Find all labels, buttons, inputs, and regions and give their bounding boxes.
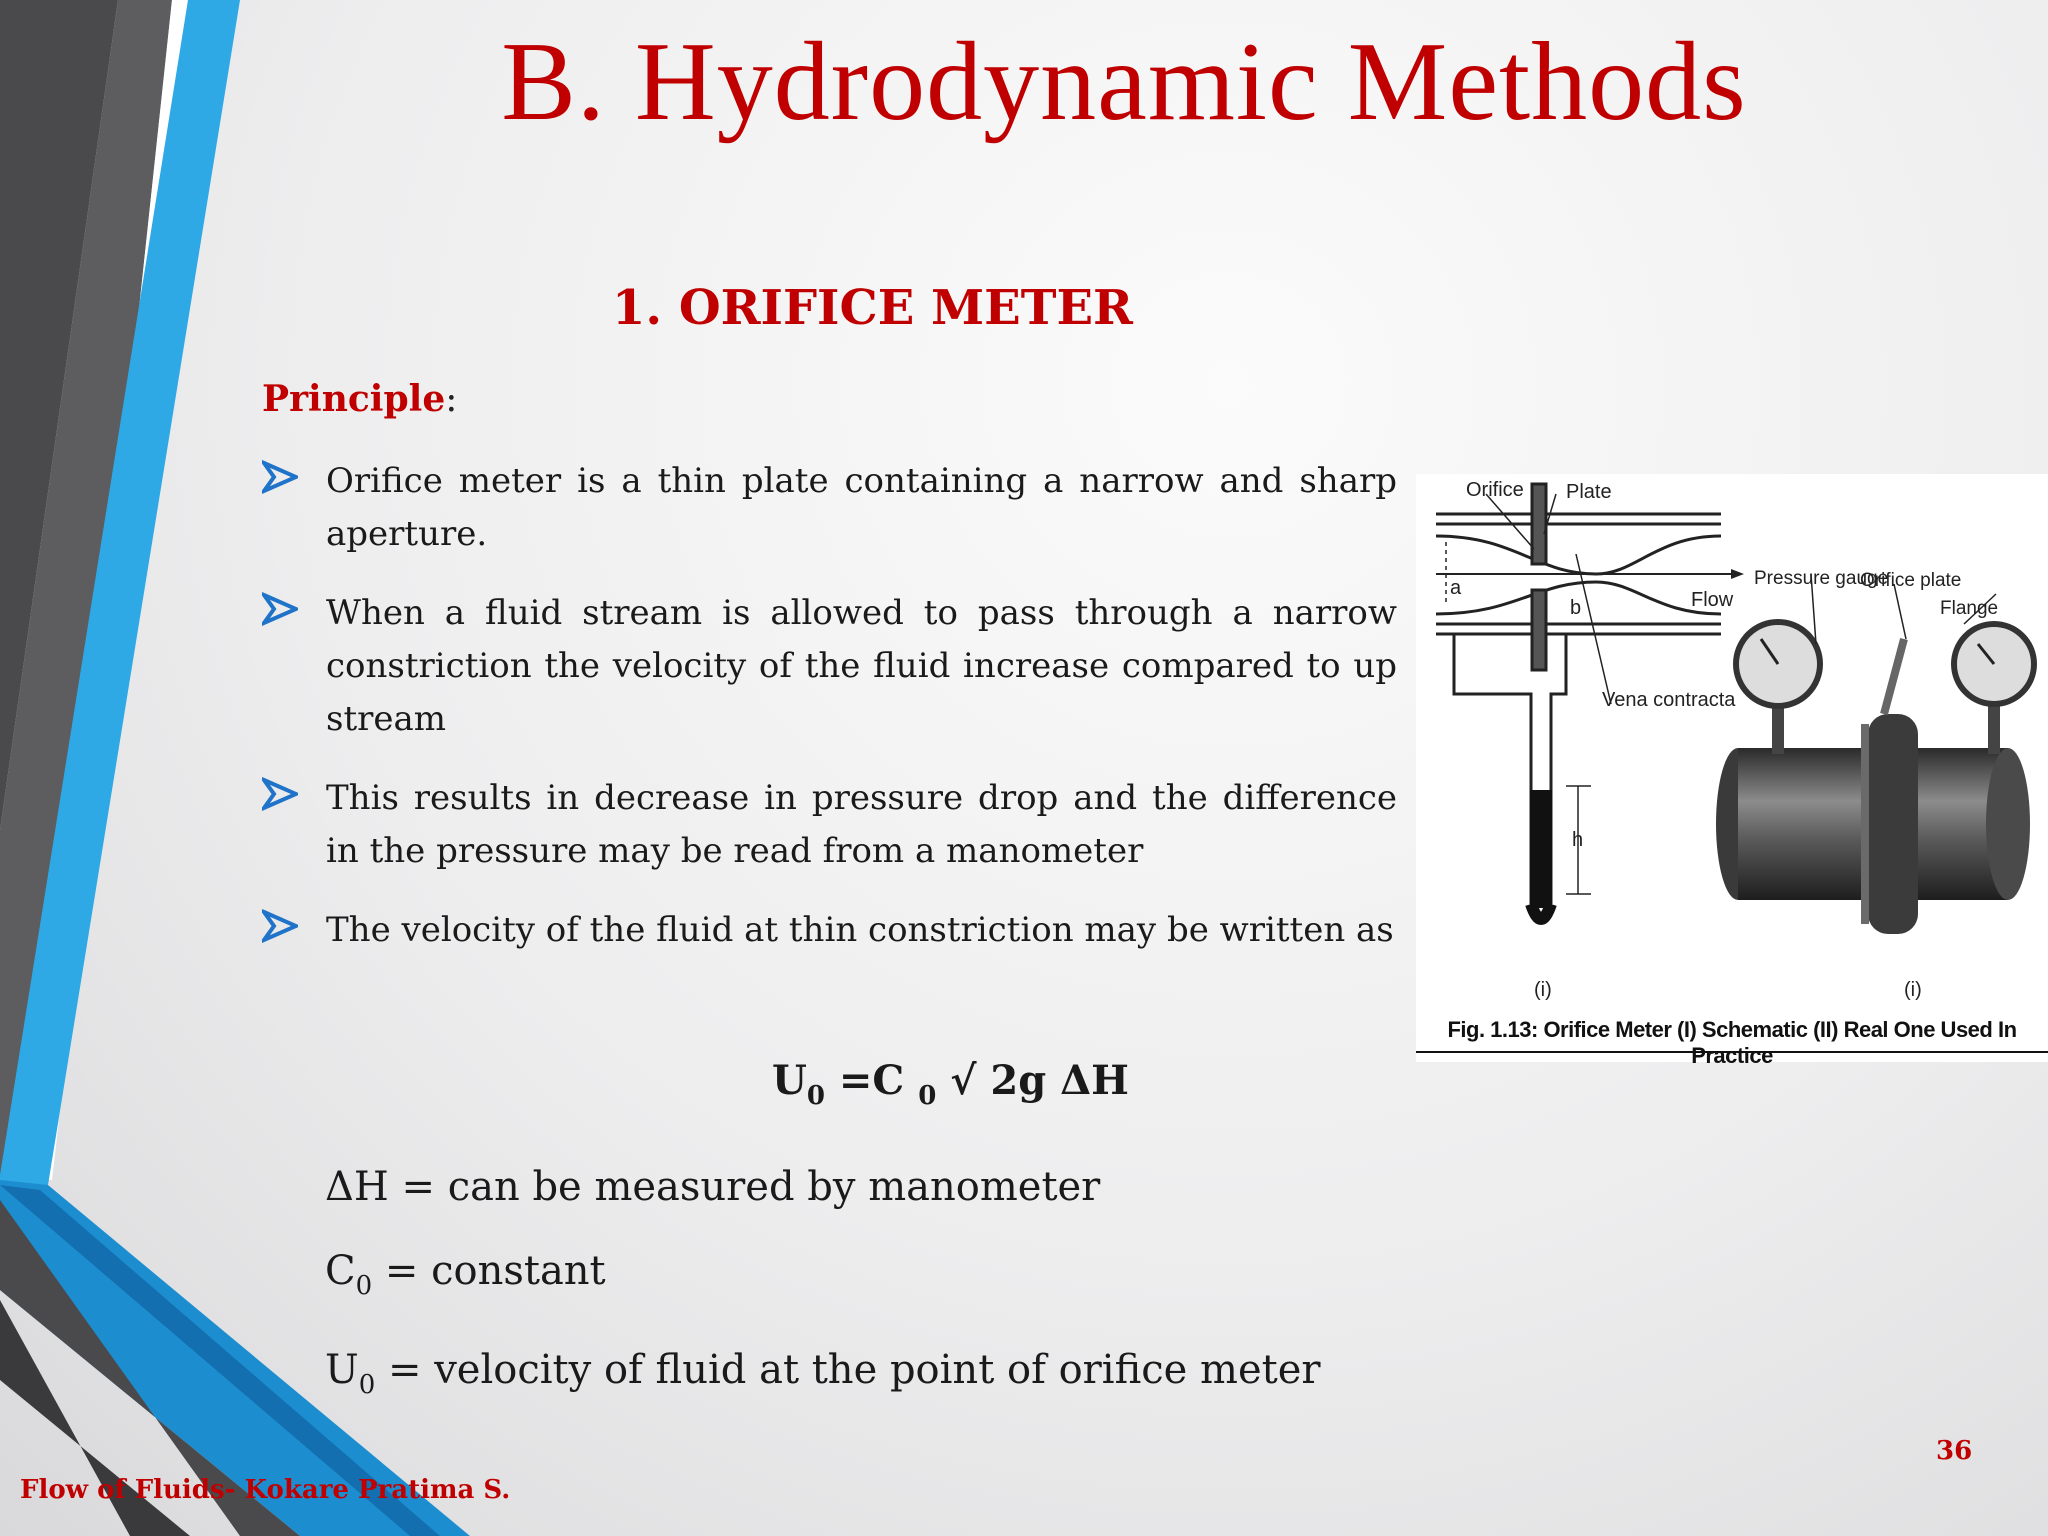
bullet-text: When a fluid stream is allowed to pass through a narrow constriction the velocity of the fluid increase compared to up stream bbox=[326, 593, 1397, 739]
orifice-meter-figure bbox=[1416, 474, 2048, 1068]
def-text: = velocity of fluid at the point of orifice meter bbox=[375, 1347, 1321, 1393]
label-plate: Plate bbox=[1566, 481, 1612, 503]
formula-c: =C bbox=[824, 1057, 919, 1104]
list-item bbox=[262, 772, 1397, 878]
list-item bbox=[262, 587, 1397, 746]
principle-label bbox=[262, 378, 457, 420]
formula-c-sub: 0 bbox=[918, 1081, 937, 1111]
list-item bbox=[262, 904, 1397, 957]
definition-delta-h bbox=[325, 1145, 1321, 1229]
arrow-bullet-icon bbox=[262, 776, 298, 812]
arrow-bullet-icon bbox=[262, 908, 298, 944]
label-vena-contracta: Vena contracta bbox=[1602, 689, 1736, 711]
label-pressure-gauge: Pressure gauge bbox=[1754, 568, 1889, 589]
label-a: a bbox=[1450, 577, 1462, 599]
formula-rest: √ 2g ΔH bbox=[936, 1057, 1129, 1104]
section-heading: 1. ORIFICE METER bbox=[612, 280, 1133, 336]
def-text: = can be measured by manometer bbox=[388, 1164, 1101, 1210]
formula-u-sub: 0 bbox=[806, 1081, 825, 1111]
label-flange: Flange bbox=[1940, 598, 1999, 619]
list-item bbox=[262, 455, 1397, 561]
orifice-meter-illustration bbox=[1416, 474, 2048, 1062]
def-symbol: U bbox=[325, 1347, 359, 1393]
bullet-text: This results in decrease in pressure drop and the difference in the pressure may be read from a manometer bbox=[326, 778, 1397, 871]
figure-caption: Fig. 1.13: Orifice Meter (I) Schematic (II) Real One Used In Practice bbox=[1447, 1017, 2017, 1068]
bullet-list bbox=[262, 455, 1397, 983]
definition-u0 bbox=[325, 1328, 1321, 1427]
label-b: b bbox=[1570, 597, 1582, 619]
label-orifice: Orifice bbox=[1466, 479, 1524, 501]
label-orifice-plate: Orifice plate bbox=[1860, 570, 1962, 591]
definitions bbox=[325, 1145, 1321, 1427]
def-sub: 0 bbox=[358, 1370, 376, 1400]
principle-label-text: Principle bbox=[262, 378, 446, 420]
arrow-bullet-icon bbox=[262, 591, 298, 627]
def-sub: 0 bbox=[355, 1271, 373, 1301]
def-symbol: C bbox=[325, 1248, 356, 1294]
formula-u: U bbox=[772, 1057, 807, 1104]
velocity-formula bbox=[772, 1057, 1129, 1111]
bullet-text: Orifice meter is a thin plate containing a narrow and sharp aperture. bbox=[326, 461, 1397, 554]
def-symbol: ΔH bbox=[325, 1164, 389, 1210]
label-flow: Flow bbox=[1691, 589, 1734, 611]
label-h: h bbox=[1572, 829, 1584, 851]
definition-c0 bbox=[325, 1229, 1321, 1328]
def-text: = constant bbox=[372, 1248, 606, 1294]
slide-title: B. Hydrodynamic Methods bbox=[501, 20, 1747, 144]
principle-colon: : bbox=[445, 379, 458, 420]
label-i-schematic: (i) bbox=[1534, 979, 1552, 1001]
footer-text: Flow of Fluids- Kokare Pratima S. bbox=[20, 1475, 511, 1505]
label-i-real: (i) bbox=[1904, 979, 1922, 1001]
page-number: 36 bbox=[1936, 1436, 1973, 1466]
bullet-text: The velocity of the fluid at thin constriction may be written as bbox=[326, 910, 1394, 950]
arrow-bullet-icon bbox=[262, 459, 298, 495]
